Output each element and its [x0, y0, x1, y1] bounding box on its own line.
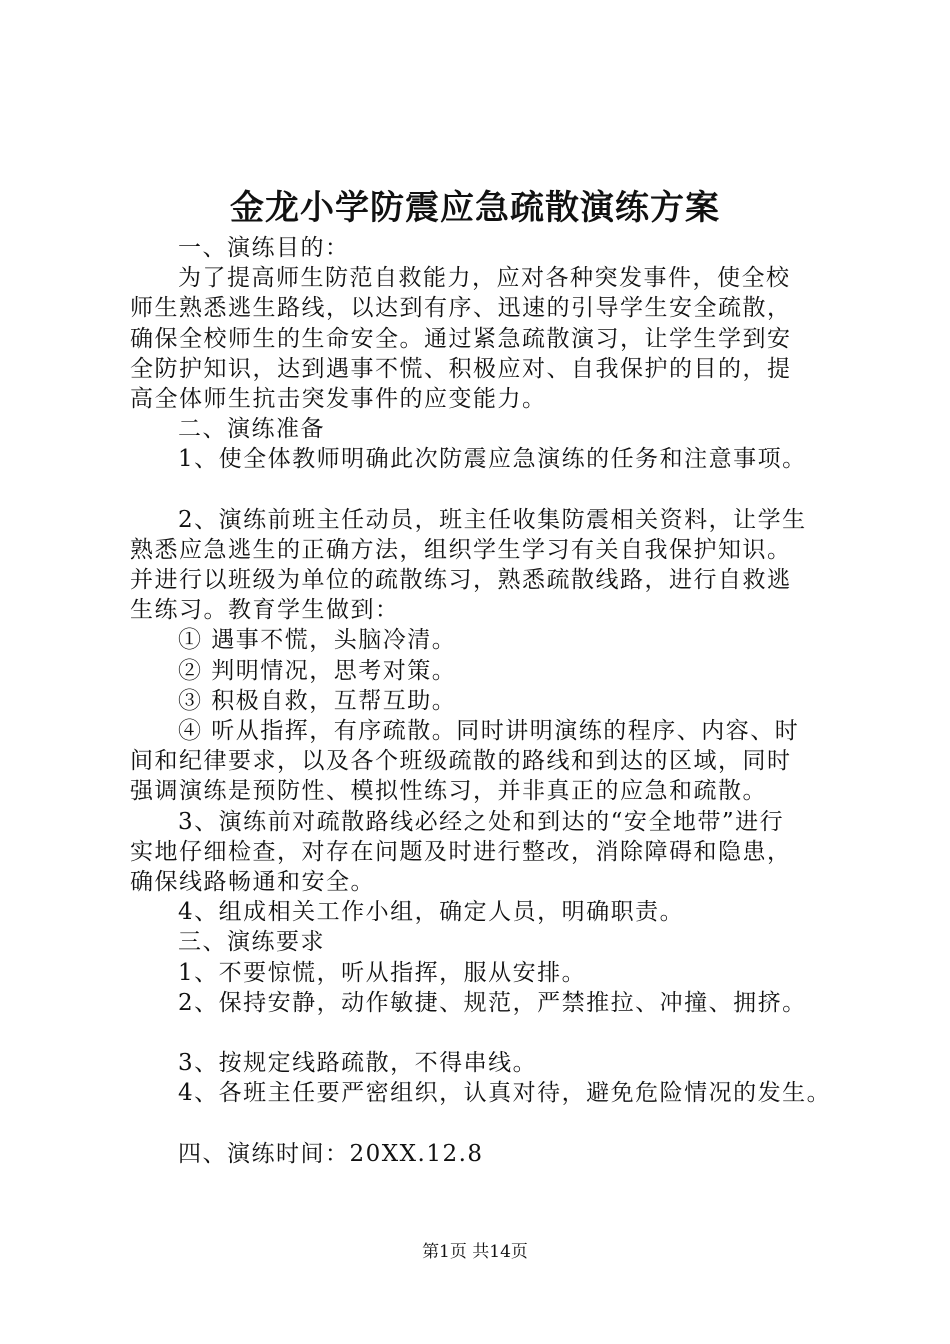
paragraph-line: 1、使全体教师明确此次防震应急演练的任务和注意事项。	[178, 446, 807, 473]
paragraph-line: 确保全校师生的生命安全。通过紧急疏散演习，让学生学到安	[130, 325, 792, 352]
list-item: 3、按规定线路疏散，不得串线。	[178, 1050, 538, 1077]
paragraph-line: 强调演练是预防性、模拟性练习，并非真正的应急和疏散。	[130, 778, 767, 805]
list-item: ③ 积极自救，互帮互助。	[178, 687, 457, 714]
blank-line	[130, 1018, 830, 1048]
paragraph-line: 实地仔细检查，对存在问题及时进行整改，消除障碍和隐患，	[130, 838, 792, 865]
page-number: 第1页 共14页	[422, 1242, 528, 1262]
blank-line	[130, 1108, 830, 1138]
paragraph-line: 师生熟悉逃生路线，以达到有序、迅速的引导学生安全疏散，	[130, 295, 792, 322]
blank-line	[130, 475, 830, 505]
paragraph-line: 4、组成相关工作小组，确定人员，明确职责。	[178, 899, 685, 926]
paragraph-line: 熟悉应急逃生的正确方法，组织学生学习有关自我保护知识。	[130, 536, 792, 563]
document-body	[130, 233, 830, 1169]
list-item: ④ 听从指挥，有序疏散。同时讲明演练的程序、内容、时	[178, 718, 800, 744]
list-item: 2、保持安静，动作敏捷、规范，严禁推拉、冲撞、拥挤。	[178, 989, 807, 1016]
section-heading: 四、演练时间：20XX.12.8	[178, 1140, 484, 1167]
paragraph-line: 3、演练前对疏散路线必经之处和到达的“安全地带”进行	[178, 808, 785, 835]
document-title: 金龙小学防震应急疏散演练方案	[230, 188, 720, 228]
paragraph-line: 2、演练前班主任动员，班主任收集防震相关资料，让学生	[178, 506, 807, 533]
list-item: 1、不要惊慌，听从指挥，服从安排。	[178, 959, 587, 986]
section-heading: 一、演练目的：	[178, 235, 350, 261]
paragraph-line: 生练习。教育学生做到：	[130, 597, 400, 624]
section-heading: 三、演练要求	[178, 929, 325, 956]
paragraph-line: 为了提高师生防范自救能力，应对各种突发事件，使全校	[178, 265, 791, 292]
paragraph-line: 间和纪律要求，以及各个班级疏散的路线和到达的区域，同时	[130, 748, 792, 775]
paragraph-line: 并进行以班级为单位的疏散练习，熟悉疏散线路，进行自救逃	[130, 567, 792, 594]
paragraph-line: 高全体师生抗击突发事件的应变能力。	[130, 385, 547, 412]
list-item: ② 判明情况，思考对策。	[178, 657, 457, 684]
paragraph-line: 全防护知识，达到遇事不慌、积极应对、自我保护的目的，提	[130, 355, 792, 382]
paragraph-line: 确保线路畅通和安全。	[130, 868, 375, 895]
list-item: ① 遇事不慌，头脑冷清。	[178, 627, 457, 654]
section-heading: 二、演练准备	[178, 416, 325, 443]
list-item: 4、各班主任要严密组织，认真对待，避免危险情况的发生。	[178, 1080, 832, 1107]
